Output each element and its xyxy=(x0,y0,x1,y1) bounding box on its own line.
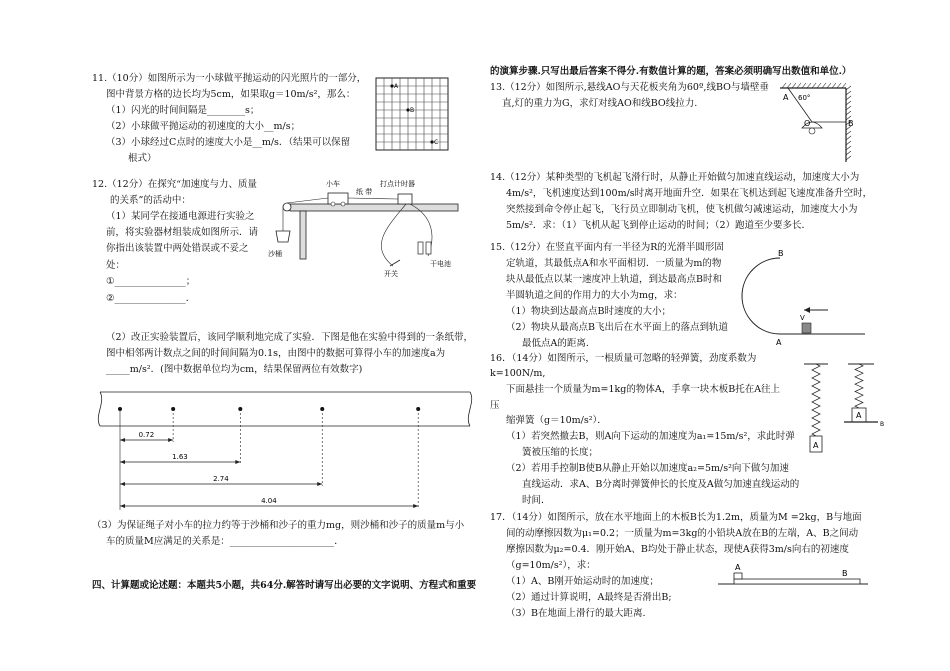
q16-label-a1: A xyxy=(813,441,819,450)
q15-line6: （2）物块从最高点B飞出后在水平面上的落点到轨道 xyxy=(506,322,729,333)
q13-line1: 13.（12分）如图所示,悬线AO与天花板夹角为60º,线BO与墙壁垂 xyxy=(490,82,769,93)
tape-value-label: 1.63 xyxy=(172,453,188,461)
q15-label-v: V xyxy=(800,314,805,322)
q11-line3: （1）闪光的时间间隔是________s； xyxy=(106,105,260,116)
tape-arrow-left xyxy=(120,460,125,464)
q17-board-figure xyxy=(718,560,868,590)
tape-arrow-right xyxy=(168,438,173,442)
q17-line2: 间的动摩擦因数为μ₁=0.2；一质量为m=3kg的小铅块A放在B的左端，A、B之间动 xyxy=(506,528,859,539)
fig-label-car: 小车 xyxy=(326,180,340,188)
q13-label-a: A xyxy=(783,93,789,102)
q14-line3: 突然接到命令停止起飞，飞行员立即制动飞机，使飞机做匀减速运动，加速度大小为 xyxy=(506,204,858,215)
q12-part2-line3: _____m/s²．(图中数据单位均为cm，结果保留两位有效数字) xyxy=(106,364,363,375)
q15-line2: 定轨道，其最低点A和水平面相切．一质量为m的物 xyxy=(506,258,722,269)
fig-label-tape: 纸 带 xyxy=(356,188,373,196)
q13-label-b: B xyxy=(848,119,854,128)
q16-line4: 压 xyxy=(490,400,500,411)
fig-label-switch: 开关 xyxy=(384,270,398,278)
fig-label-timer: 打点计时器 xyxy=(380,180,415,188)
tape-arrow-right xyxy=(317,482,322,486)
q17-line7: （3）B在地面上滑行的最大距离. xyxy=(506,608,646,619)
q16-line9: 直线运动．求A、B分离时弹簧伸长的长度及A做匀加速直线运动的 xyxy=(522,479,800,490)
q16-line3: 下面悬挂一个质量为m=1kg的物体A，手拿一块木板B托在A往上 xyxy=(506,384,781,395)
q11-line1: 11.（10分）如图所示为一小球做平抛运动的闪光照片的一部分， xyxy=(92,73,367,84)
tape-arrow-left xyxy=(120,504,125,508)
q15-label-b: B xyxy=(778,249,784,258)
q12-line3: （1）某同学在接通电源进行实验之 xyxy=(106,211,255,222)
q15-line5: （1）物块到达最高点B时速度的大小； xyxy=(506,306,672,317)
q15-label-a: A xyxy=(776,338,782,347)
q13-label-o: O xyxy=(804,119,811,128)
q12-apparatus-figure xyxy=(268,176,468,286)
q13-line2: 直,灯的重力为G，求灯对线AO和线BO线拉力. xyxy=(502,98,698,109)
q17-line4: （g=10m/s²），求： xyxy=(506,560,596,571)
q15-line4: 半圆轨道之间的作用力的大小为mg，求： xyxy=(506,290,683,301)
q12-line6: 处： xyxy=(106,260,126,271)
section-4-heading: 四、计算题或论述题：本题共5小题，共64分.解答时请写出必要的文字说明、方程式和重要 xyxy=(92,580,477,591)
fig-label-battery: 干电池 xyxy=(430,260,451,268)
paper-tape-figure xyxy=(100,388,470,516)
q16-line8: （2）若用手控制B使B从静止开始以加速度a₂=5m/s²向下做匀加速 xyxy=(506,463,789,474)
q17-label-a: A xyxy=(735,563,741,572)
q14-line1: 14.（12分）某种类型的飞机起飞滑行时，从静止开始做匀加速直线运动，加速度大小为 xyxy=(490,172,860,183)
q17-line6: （2）通过计算说明，A最终是否滑出B; xyxy=(506,592,672,603)
q17-label-b: B xyxy=(842,569,848,578)
tape-arrow-left xyxy=(120,482,125,486)
q11-grid-figure xyxy=(376,78,448,150)
q15-line7: 最低点A的距离. xyxy=(522,338,589,349)
fig-label-bucket: 沙桶 xyxy=(268,250,282,258)
q15-line3: 块从最低点以某一速度冲上轨道，到达最高点B时和 xyxy=(506,274,722,285)
section-4-heading-cont: 的演算步骤.只写出最后答案不得分.有数值计算的题，答案必须明确写出数值和单位.） xyxy=(490,66,852,77)
q16-line6: （1）若突然撤去B，则A向下运动的加速度为a₁=15m/s²，求此时弹 xyxy=(506,431,795,442)
q16-line2: k=100N/m, xyxy=(490,368,546,379)
q11-line2: 图中背景方格的边长均为5cm，如果取g＝10m/s²，那么： xyxy=(106,89,356,100)
q11-line5: （3）小球经过C点时的速度大小是__m/s．（结果可以保留 xyxy=(106,137,351,148)
q16-line7: 簧被压缩的长度； xyxy=(522,447,599,458)
q12-line1: 12.（12分）在探究“加速度与力、质量 xyxy=(92,179,258,190)
q16-line1: 16．（14分）如图所示，一根质量可忽略的轻弹簧，劲度系数为 xyxy=(490,353,757,364)
q16-label-a2: A xyxy=(856,411,862,420)
tape-arrow-right xyxy=(413,504,418,508)
q15-line1: 15.（12分）在竖直平面内有一半径为R的光滑半圆形固 xyxy=(490,242,724,253)
tape-value-label: 0.72 xyxy=(138,431,155,439)
q12-line5: 你指出该装置中两处错误或不妥之 xyxy=(106,243,249,254)
tape-arrow-right xyxy=(235,460,240,464)
q11-point-b: B xyxy=(410,107,415,114)
q16-line5: 缩弹簧（g＝10m/s²）． xyxy=(506,415,607,426)
q12-answer1: ①_______________； xyxy=(106,276,196,287)
q11-point-a: A xyxy=(394,83,399,90)
q12-line4: 前，将实验器材组装成如图所示．请 xyxy=(106,227,259,238)
q11-line6: 根式） xyxy=(128,153,157,164)
tape-value-label: 2.74 xyxy=(213,475,229,483)
q13-label-angle: 60° xyxy=(798,94,811,102)
q12-part3-line1: （3）为保证绳子对小车的拉力约等于沙桶和沙子的重力mg，则沙桶和沙子的质量m与小 xyxy=(92,520,465,531)
q13-lamp-figure xyxy=(780,82,860,162)
q11-point-c: C xyxy=(434,139,439,146)
q12-part2-line1: （2）改正实验装置后，该同学顺利地完成了实验．下图是他在实验中得到的一条纸带， xyxy=(106,332,474,343)
q12-part2-line2: 图中相邻两计数点之间的时间间隔为0.1s，由图中的数据可算得小车的加速度a为 xyxy=(106,348,446,359)
tape-arrow-left xyxy=(120,438,125,442)
q15-semicircle-figure xyxy=(740,248,870,348)
q12-part3-line2: 车的质量M应满足的关系是：______________________． xyxy=(106,536,344,547)
q17-line1: 17．（14分）如图所示，放在水平地面上的木板B长为1.2m，质量为M =2kg，B与地面 xyxy=(490,512,862,523)
q16-label-b: B xyxy=(880,421,885,428)
q16-spring-figure xyxy=(800,360,885,460)
q17-line5: （1）A、B刚开始运动时的加速度； xyxy=(506,576,659,587)
q12-answer2: ②_______________． xyxy=(106,293,196,304)
q12-line2: 的关系”的活动中： xyxy=(110,195,191,206)
q14-line2: 4m/s²，飞机速度达到100m/s时离开地面升空．如果在飞机达到起飞速度准备升空时， xyxy=(506,188,873,199)
q11-line4: （2）小球做平抛运动的初速度的大小__m/s； xyxy=(106,121,301,132)
tape-value-label: 4.04 xyxy=(261,497,277,505)
q14-line4: 5m/s²．求：（1）飞机从起飞到停止运动的时间；（2）跑道至少要多长． xyxy=(506,220,812,231)
q16-line10: 时间． xyxy=(522,495,551,506)
q17-line3: 摩擦因数为μ₂=0.4．刚开始A、B均处于静止状态，现使A获得3m/s向右的初速度 xyxy=(506,544,849,555)
